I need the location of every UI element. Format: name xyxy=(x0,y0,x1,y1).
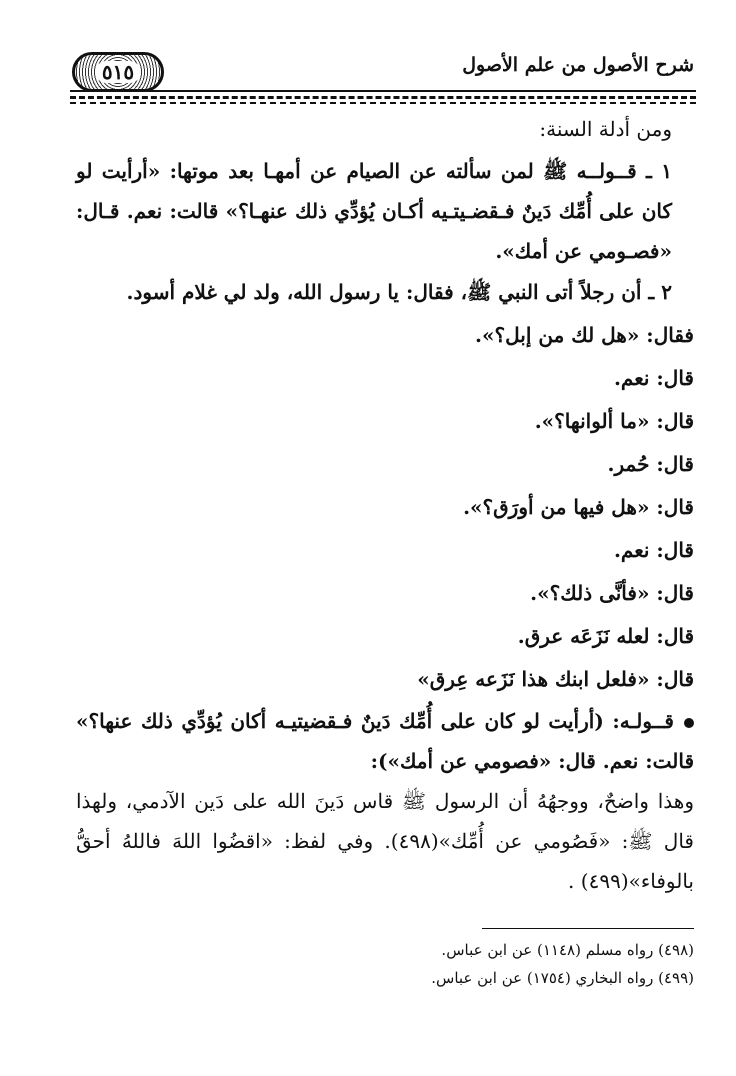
dialogue-line: قال: «فأنَّى ذلك؟». xyxy=(530,581,694,605)
dialogue-line: قال: «هل فيها من أورَق؟». xyxy=(463,495,694,519)
footnote-499: (٤٩٩) رواه البخاري (١٧٥٤) عن ابن عباس. xyxy=(431,969,694,987)
commentary-heading-text: قــولـه: (أرأيت لو كان على أُمِّك دَينٌ فـقضيتيـه أكان يُؤدِّي ذلك عنها؟» قالت: نعم. قال: «فصومي عن أمك»): xyxy=(76,709,694,773)
header-rule xyxy=(70,90,696,92)
header-dashed-rule-2 xyxy=(70,102,696,104)
main-text xyxy=(76,108,694,901)
section-intro: ومن أدلة السنة: xyxy=(539,117,672,141)
running-title: شرح الأصول من علم الأصول xyxy=(462,54,694,76)
commentary-heading xyxy=(76,701,694,781)
footnotes xyxy=(200,936,694,992)
bullet-icon xyxy=(684,718,694,728)
header-dashed-rule xyxy=(70,96,696,99)
dialogue-line: فقال: «هل لك من إبل؟». xyxy=(475,323,694,347)
dialogue-line: قال: نعم. xyxy=(613,538,694,562)
dialogue-line: قال: حُمر. xyxy=(607,452,694,476)
footnote-rule xyxy=(482,928,694,929)
page-header xyxy=(70,46,696,94)
hadith-2-intro: ٢ ـ أن رجلاً أتى النبي ﷺ، فقال: يا رسول الله، ولد لي غلام أسود. xyxy=(126,280,672,304)
hadith-1: ١ ـ قــولــه ﷺ لمن سألته عن الصيام عن أمهـا بعد موتها: «أرأيت لو كان على أُمِّك دَينٌ فـقضـيتـيه أكـان يُؤدِّي ذلك عنهـا؟» قالت: نعم. قـال: «فصـومي عن أمك». xyxy=(76,159,673,263)
commentary-text: وهذا واضحٌ، ووجهُهُ أن الرسول ﷺ قاس دَينَ الله على دَين الآدمي، ولهذا قال ﷺ: «فَصُومي عن أُمِّك»(٤٩٨). وفي لفظ: «اقضُوا اللهَ فاللهُ أحقُّ بالوفاء»(٤٩٩) . xyxy=(76,789,694,893)
page-number-badge xyxy=(72,52,164,92)
dialogue-line: قال: «فلعل ابنك هذا نَزَعه عِرق» xyxy=(417,667,694,691)
dialogue-line: قال: نعم. xyxy=(613,366,694,390)
dialogue-line: قال: «ما ألوانها؟». xyxy=(534,409,694,433)
footnote-498: (٤٩٨) رواه مسلم (١١٤٨) عن ابن عباس. xyxy=(441,941,694,959)
dialogue-line: قال: لعله نَزَعَه عرق. xyxy=(517,624,694,648)
page-number: ٥١٥ xyxy=(96,61,140,83)
